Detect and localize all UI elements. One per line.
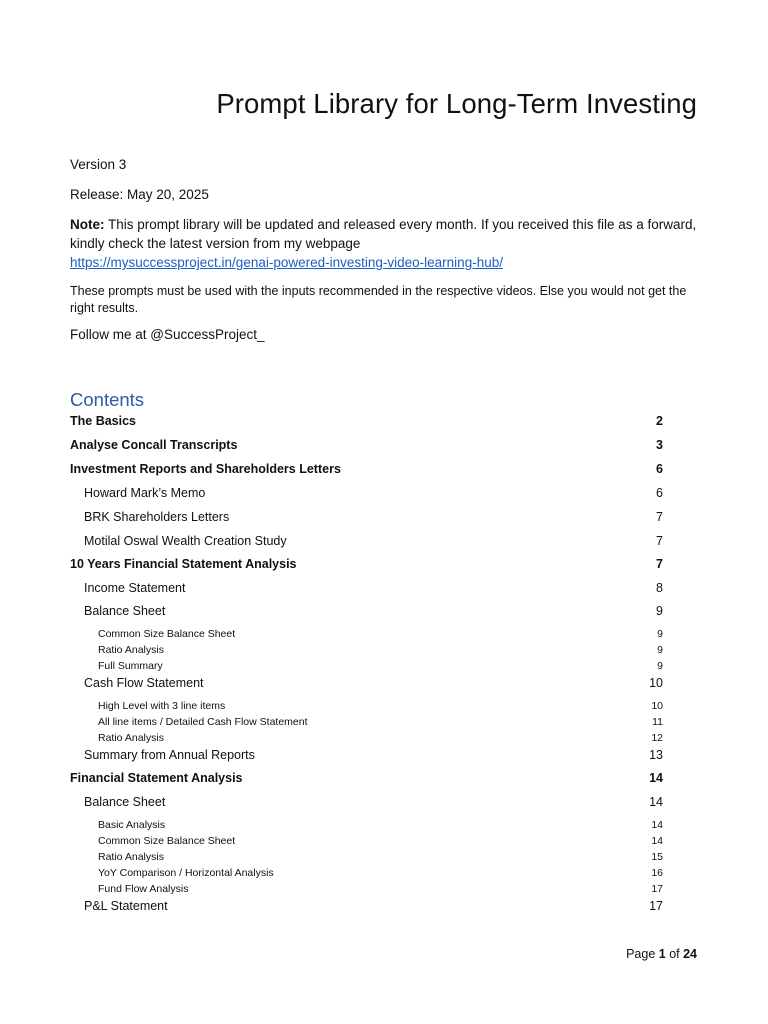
toc-entry-label: BRK Shareholders Letters [84,510,230,524]
toc-entry-label: Full Summary [98,660,163,672]
toc-entry-page-number: 16 [651,867,663,879]
toc-entry-page-number: 11 [652,716,663,728]
toc-entry-page-number: 7 [656,510,663,524]
toc-entry[interactable] [70,883,663,895]
toc-entry[interactable] [70,795,663,809]
toc-entry-label: Analyse Concall Transcripts [70,438,238,452]
toc-entry-label: All line items / Detailed Cash Flow Statement [98,716,308,728]
toc-entry-label: Cash Flow Statement [84,676,204,690]
release-date-text: Release: May 20, 2025 [70,187,209,202]
toc-entry-page-number: 3 [656,438,663,452]
toc-entry-label: Fund Flow Analysis [98,883,189,895]
toc-entry-label: Investment Reports and Shareholders Letters [70,462,341,476]
toc-entry-page-number: 12 [651,732,663,744]
contents-heading: Contents [70,389,145,410]
toc-entry-page-number: 8 [656,581,663,595]
note-label: Note: [70,217,105,232]
toc-entry-label: Balance Sheet [84,795,166,809]
toc-entry[interactable] [70,644,663,656]
toc-entry-page-number: 14 [649,771,663,785]
toc-entry-label: Motilal Oswal Wealth Creation Study [84,534,287,548]
toc-entry-page-number: 9 [657,660,663,672]
note-paragraph [70,215,710,272]
toc-entry[interactable] [70,716,663,728]
toc-entry-label: Common Size Balance Sheet [98,628,236,640]
toc-entry-page-number: 10 [649,676,663,690]
footer-middle: of [665,947,684,961]
toc-entry-page-number: 7 [656,557,663,571]
toc-entry-page-number: 9 [657,644,663,656]
toc-entry-label: High Level with 3 line items [98,700,226,712]
toc-entry-page-number: 17 [649,899,663,913]
current-page-number: 1 [658,947,666,961]
toc-entry-label: 10 Years Financial Statement Analysis [70,557,297,571]
toc-entry-label: Summary from Annual Reports [84,748,255,762]
toc-entry[interactable] [70,771,663,785]
toc-entry-page-number: 9 [656,604,663,618]
toc-entry-label: Financial Statement Analysis [70,771,243,785]
toc-entry[interactable] [70,867,663,879]
total-page-count: 24 [683,947,697,961]
toc-entry-page-number: 7 [656,534,663,548]
toc-entry-label: Ratio Analysis [98,644,164,656]
toc-entry-label: Balance Sheet [84,604,166,618]
page-footer [626,947,697,961]
toc-entry-label: The Basics [70,414,137,428]
toc-entry-label: YoY Comparison / Horizontal Analysis [98,867,274,879]
document-title: Prompt Library for Long-Term Investing [216,88,697,119]
toc-entry-label: Income Statement [84,581,186,595]
toc-entry-page-number: 14 [649,795,663,809]
toc-entry-label: Ratio Analysis [98,732,164,744]
toc-entry[interactable] [70,851,663,863]
toc-entry[interactable] [70,819,663,831]
toc-entry-page-number: 14 [651,835,663,847]
toc-entry[interactable] [70,748,663,762]
toc-entry-page-number: 10 [651,700,663,712]
toc-entry[interactable] [70,676,663,690]
toc-entry-page-number: 6 [656,486,663,500]
webpage-link[interactable]: https://mysuccessproject.in/genai-powered-investing-video-learning-hub/ [70,255,503,270]
toc-entry[interactable] [70,557,663,571]
toc-entry[interactable] [70,414,663,428]
toc-entry-label: Basic Analysis [98,819,166,831]
toc-entry[interactable] [70,700,663,712]
toc-entry[interactable] [70,534,663,548]
toc-entry-page-number: 9 [657,628,663,640]
toc-entry-page-number: 13 [649,748,663,762]
toc-entry-page-number: 15 [651,851,663,863]
toc-entry-page-number: 17 [651,883,663,895]
note-text: This prompt library will be updated and released every month. If you received this file as a forward, kindly check the latest version from my webpage [70,217,697,251]
toc-entry[interactable] [70,510,663,524]
toc-entry-label: P&L Statement [84,899,168,913]
toc-entry[interactable] [70,581,663,595]
toc-entry[interactable] [70,732,663,744]
toc-entry-page-number: 2 [656,414,663,428]
inputs-note-paragraph: These prompts must be used with the inputs recommended in the respective videos. Else you would not get the right results. [70,284,687,315]
toc-entry-label: Common Size Balance Sheet [98,835,236,847]
toc-entry[interactable] [70,899,663,913]
toc-entry[interactable] [70,835,663,847]
version-text: Version 3 [70,157,127,172]
toc-entry-label: Ratio Analysis [98,851,164,863]
toc-entry[interactable] [70,486,663,500]
toc-entry[interactable] [70,604,663,618]
toc-entry[interactable] [70,660,663,672]
toc-entry-page-number: 6 [656,462,663,476]
toc-entry[interactable] [70,438,663,452]
footer-prefix: Page [626,947,659,961]
follow-text: Follow me at @SuccessProject_ [70,327,265,342]
toc-entry-page-number: 14 [651,819,663,831]
toc-entry-label: Howard Mark’s Memo [84,486,206,500]
toc-entry[interactable] [70,628,663,640]
toc-entry[interactable] [70,462,663,476]
